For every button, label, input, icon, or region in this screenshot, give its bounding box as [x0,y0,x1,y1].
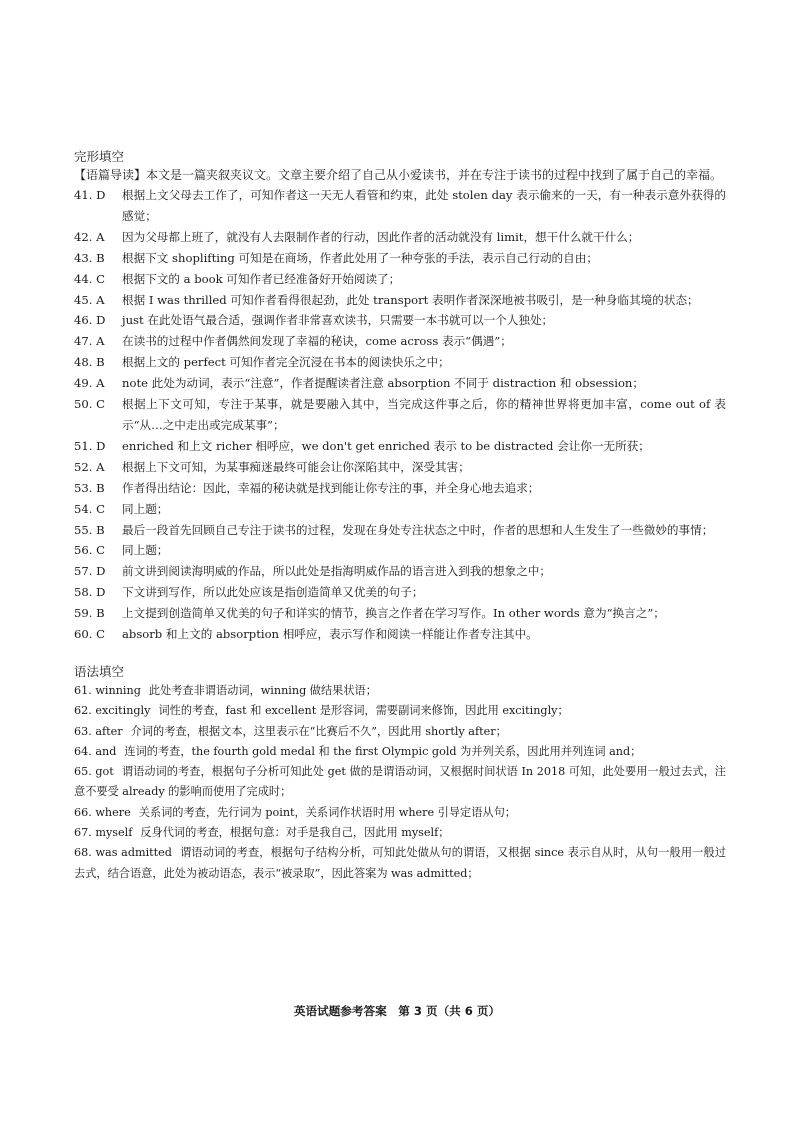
answer-word: 62. excitingly [74,704,151,718]
answer-explanation: 根据下文的 a book 可知作者已经准备好开始阅读了； [122,271,401,286]
answer-number: 49. A [74,376,105,391]
grammar-answer-item [74,701,726,721]
answer-explanation: note 此处为动词，表示“注意”，作者提醒读者注意 absorption 不同于 distraction 和 obsession； [122,376,644,391]
cloze-answer-item [74,331,726,352]
answer-explanation: 前文讲到阅读海明威的作品，所以此处是指海明威作品的语言进入到我的想象之中； [122,564,551,579]
answer-word: 66. where [74,805,131,819]
cloze-answer-item [74,520,726,541]
answer-explanation: 下文讲到写作，所以此处应该是指创造简单又优美的句子； [122,585,424,600]
answer-explanation: enriched 和上文 richer 相呼应，we don't get enriched 表示 to be distracted 会让你一无所获； [122,438,650,453]
reading-guide-label: 【语篇导读】 [74,168,147,182]
answer-number: 44. C [74,271,105,286]
answer-number: 54. C [74,501,105,516]
answer-explanation: 词性的考查，fast 和 excellent 是形容词，需要副词来修饰，因此用 excitingly； [158,704,569,718]
answer-explanation: 因为父母都上班了，就没有人去限制作者的行动，因此作者的活动就没有 limit，想干什么就干什么； [122,229,640,244]
answer-number: 53. B [74,480,105,495]
answer-number: 41. D [74,188,106,202]
answer-explanation: 同上题； [122,501,169,516]
cloze-answer-item [74,394,726,436]
cloze-answer-item [74,373,726,394]
grammar-answer-item [74,722,726,742]
cloze-answer-list [74,185,726,645]
answer-explanation: 反身代词的考查，根据句意：对手是我自己，因此用 myself； [140,826,450,840]
answer-number: 46. D [74,313,106,328]
cloze-section-title: 完形填空 [74,149,125,164]
cloze-answer-item [74,603,726,624]
answer-explanation: just 在此处语气最合适，强调作者非常喜欢读书，只需要一本书就可以一个人独处； [122,313,554,328]
cloze-answer-item [74,540,726,561]
answer-explanation: 关系词的考查，先行词为 point，关系词作状语时用 where 引导定语从句； [138,805,516,819]
answer-explanation: 此处考查非谓语动词，winning 做结果状语； [148,683,377,697]
answer-explanation: 根据下文 shoplifting 可知是在商场，作者此处用了一种夸张的手法，表示自己行动的自由； [122,250,598,265]
answer-number: 48. B [74,355,105,370]
grammar-answer-item [74,681,726,701]
answer-explanation: 同上题； [122,543,169,558]
cloze-answer-item [74,185,726,227]
grammar-answer-item [74,803,726,823]
cloze-answer-item [74,624,726,645]
answer-explanation: 连词的考查，the fourth gold medal 和 the first Olympic gold 为并列关系，因此用并列连词 and； [124,744,642,758]
answer-number: 57. D [74,564,106,579]
reading-guide [74,166,726,185]
answer-explanation: 根据上文父母去工作了，可知作者这一天无人看管和约束，此处 stolen day 表示偷来的一天，有一种表示意外获得的感觉； [122,188,726,223]
cloze-answer-item [74,352,726,373]
answer-word: 64. and [74,744,117,758]
answer-explanation: 介词的考查，根据文本，这里表示在“比赛后不久”，因此用 shortly after； [130,724,507,738]
answer-explanation: 根据 I was thrilled 可知作者看得很起劲，此处 transport 表明作者深深地被书吸引，是一种身临其境的状态； [122,292,699,307]
answer-word: 63. after [74,724,123,738]
grammar-answer-list [74,681,726,884]
answer-number: 59. B [74,606,105,621]
cloze-answer-item [74,582,726,603]
cloze-answer-item [74,499,726,520]
answer-explanation: 根据上文的 perfect 可知作者完全沉浸在书本的阅读快乐之中； [122,355,450,370]
grammar-section-title: 语法填空 [74,663,125,679]
grammar-answer-item [74,843,726,884]
answer-explanation: 根据上下文可知，专注于某事，就是要融入其中，当完成这件事之后，你的精神世界将更加丰富，come out of 表示“从…之中走出或完成某事”； [122,397,726,432]
grammar-answer-item [74,823,726,843]
cloze-answer-item [74,310,726,331]
cloze-answer-item [74,436,726,457]
answer-word: 68. was admitted [74,846,172,860]
answer-word: 65. got [74,765,114,779]
cloze-answer-item [74,561,726,582]
answer-word: 67. myself [74,826,133,840]
answer-number: 51. D [74,438,106,453]
answer-explanation: 根据上下文可知，为某事痴迷最终可能会让你深陷其中，深受其害； [122,459,470,474]
answer-number: 60. C [74,627,105,642]
answer-number: 56. C [74,543,105,558]
answer-number: 58. D [74,585,106,600]
page-footer: 英语试题参考答案 第 3 页（共 6 页） [293,1004,501,1018]
answer-explanation: 作者得出结论：因此，幸福的秘诀就是找到能让你专注的事，并全身心地去追求； [122,480,540,495]
answer-explanation: 上文提到创造简单又优美的句子和详实的情节，换言之作者在学习写作。In other words 意为“换言之”； [122,606,665,621]
answer-number: 55. B [74,522,105,537]
answer-word: 61. winning [74,683,141,697]
grammar-answer-item [74,742,726,762]
cloze-answer-item [74,290,726,311]
answer-number: 50. C [74,397,105,412]
answer-page [74,148,726,884]
answer-explanation: absorb 和上文的 absorption 相呼应，表示写作和阅读一样能让作者专注其中。 [122,627,538,642]
answer-number: 42. A [74,229,105,244]
cloze-answer-item [74,269,726,290]
cloze-answer-item [74,478,726,499]
answer-explanation: 在读书的过程中作者偶然间发现了幸福的秘诀，come across 表示“偶遇”； [122,334,512,349]
answer-explanation: 最后一段首先回顾自己专注于读书的过程，发现在身处专注状态之中时，作者的思想和人生发生了一些微妙的事情； [122,522,714,537]
cloze-answer-item [74,248,726,269]
answer-explanation: 谓语动词的考查，根据句子结构分析，可知此处做从句的谓语，又根据 since 表示自从时，从句一般用一般过去式，结合语意，此处为被动语态，表示“被录取”，因此答案为 was admitted； [74,846,727,880]
answer-number: 47. A [74,334,105,349]
reading-guide-text: 本文是一篇夹叙夹议文。文章主要介绍了自己从小爱读书，并在专注于读书的过程中找到了属于自己的幸福。 [146,168,723,182]
answer-number: 45. A [74,292,105,307]
grammar-answer-item [74,762,726,803]
answer-number: 43. B [74,250,105,265]
cloze-answer-item [74,227,726,248]
answer-number: 52. A [74,459,105,474]
cloze-answer-item [74,457,726,478]
answer-explanation: 谓语动词的考查，根据句子分析可知此处 get 做的是谓语动词，又根据时间状语 In 2018 可知，此处要用一般过去式，注意不要受 already 的影响而使用了完成时； [74,765,726,799]
